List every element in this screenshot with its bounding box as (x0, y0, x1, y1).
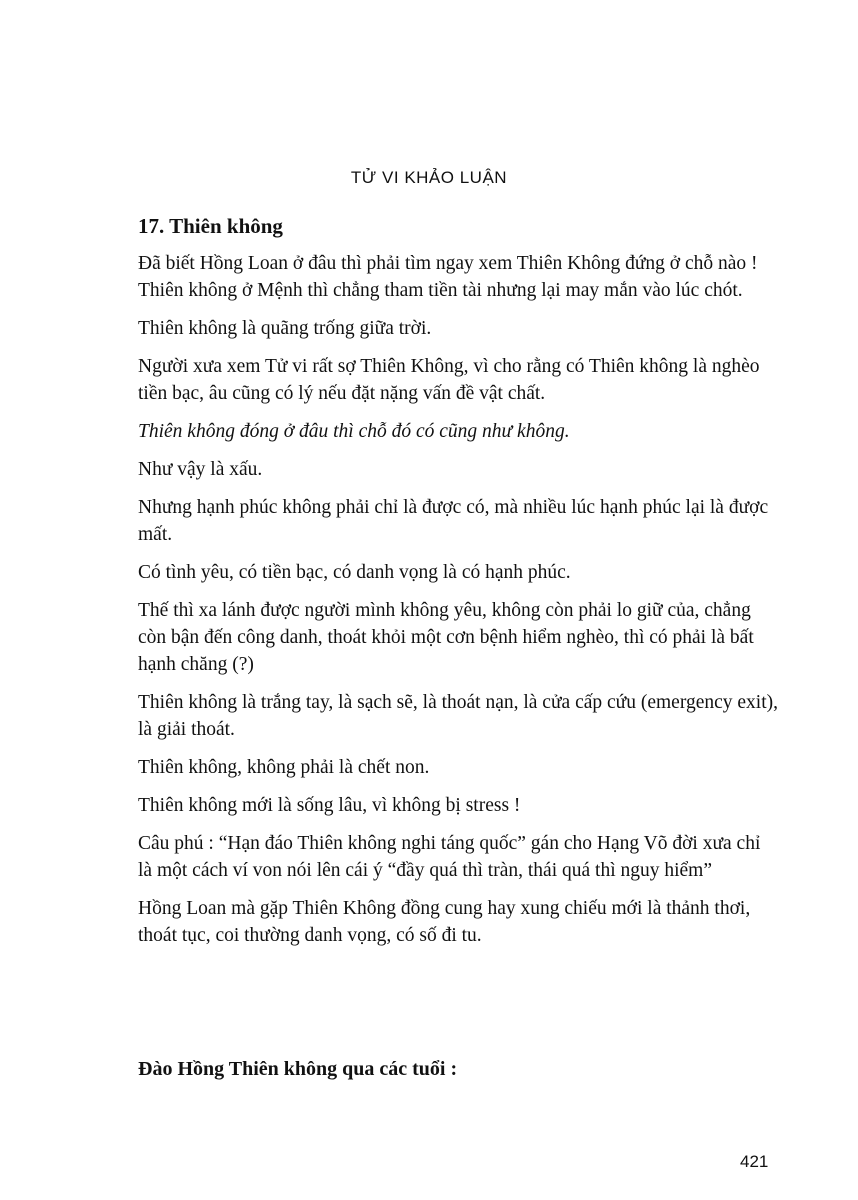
paragraph: Có tình yêu, có tiền bạc, có danh vọng là có hạnh phúc. (138, 562, 571, 583)
paragraph: Như vậy là xấu. (138, 459, 263, 480)
paragraph: Câu phú : “Hạn đáo Thiên không nghi táng quốc” gán cho Hạng Võ đời xưa chỉ là một cách ví von nói lên cái ý “đầy quá thì tràn, thái quá thì nguy hiểm” (138, 833, 761, 881)
paragraph: Đã biết Hồng Loan ở đâu thì phải tìm ngay xem Thiên Không đứng ở chỗ nào ! Thiên không ở Mệnh thì chẳng tham tiền tài nhưng lại may mắn vào lúc chót. (138, 253, 758, 301)
paragraph: Người xưa xem Tử vi rất sợ Thiên Không, vì cho rằng có Thiên không là nghèo tiền bạc, âu cũng có lý nếu đặt nặng vấn đề vật chất. (138, 356, 760, 404)
running-head: TỬ VI KHẢO LUẬN (350, 168, 508, 187)
paragraph: Thiên không là quãng trống giữa trời. (138, 318, 432, 339)
paragraph: Nhưng hạnh phúc không phải chỉ là được có, mà nhiều lúc hạnh phúc lại là được mất. (138, 497, 769, 545)
paragraph: Thiên không là trắng tay, là sạch sẽ, là thoát nạn, là cửa cấp cứu (emergency exit), là giải thoát. (138, 692, 779, 740)
paragraph: Thiên không, không phải là chết non. (138, 757, 430, 778)
paragraph: Hồng Loan mà gặp Thiên Không đồng cung hay xung chiếu mới là thảnh thơi, thoát tục, coi thường danh vọng, có số đi tu. (138, 898, 751, 946)
section-body (138, 212, 778, 960)
page-number: 421 (740, 1152, 769, 1171)
paragraph: Thiên không mới là sống lâu, vì không bị stress ! (138, 795, 521, 816)
section-title: 17. Thiên không (138, 214, 283, 238)
paragraph: Thế thì xa lánh được người mình không yêu, không còn phải lo giữ của, chẳng còn bận đến công danh, thoát khỏi một cơn bệnh hiểm nghèo, thì có phải là bất hạnh chăng (?) (138, 600, 754, 675)
sub-heading: Đào Hồng Thiên không qua các tuổi : (138, 1058, 458, 1080)
paragraph-italic: Thiên không đóng ở đâu thì chỗ đó có cũng như không. (138, 421, 570, 442)
